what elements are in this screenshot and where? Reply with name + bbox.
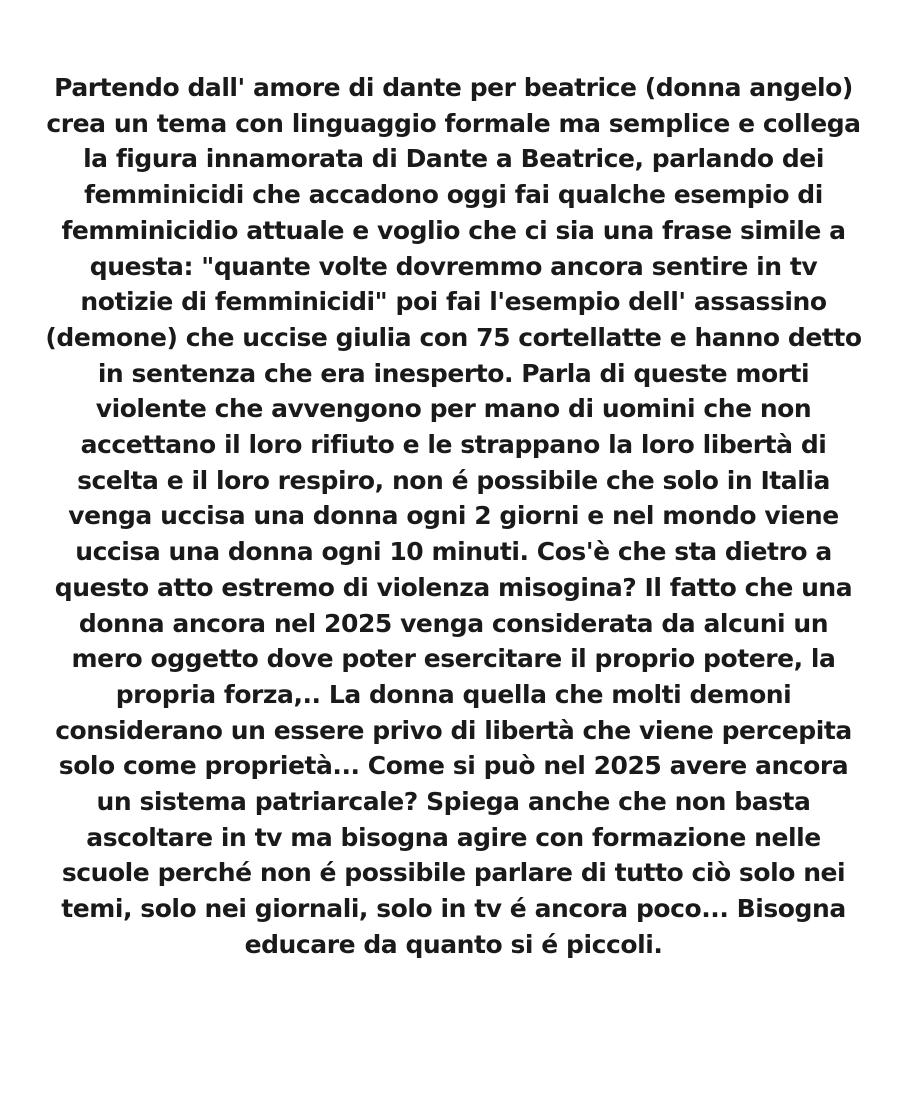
text-line: propria forza,.. La donna quella che molti demoni (115, 679, 792, 709)
text-line: femminicidi che accadono oggi fai qualche esempio di (84, 180, 823, 210)
text-line: temi, solo nei giornali, solo in tv é ancora poco... Bisogna (61, 894, 846, 924)
text-line: violente che avvengono per mano di uomini che non (95, 394, 812, 424)
text-line: un sistema patriarcale? Spiega anche che non basta (96, 787, 811, 817)
text-line: educare da quanto si é piccoli. (244, 929, 663, 959)
text-line: venga uccisa una donna ogni 2 giorni e nel mondo viene (68, 501, 839, 531)
text-line: (demone) che uccise giulia con 75 cortellatte e hanno detto (45, 322, 862, 352)
text-line: questa: "quante volte dovremmo ancora sentire in tv (89, 251, 818, 281)
text-line: considerano un essere privo di libertà che viene percepita (55, 715, 852, 745)
text-line: questo atto estremo di violenza misogina? Il fatto che una (54, 572, 853, 602)
text-line: scelta e il loro respiro, non é possibile che solo in Italia (77, 465, 830, 495)
text-line: uccisa una donna ogni 10 minuti. Cos'è che sta dietro a (75, 537, 832, 567)
text-line: femminicidio attuale e voglio che ci sia una frase simile a (61, 215, 846, 245)
text-line: donna ancora nel 2025 venga considerata da alcuni un (78, 608, 829, 638)
text-line: Partendo dall' amore di dante per beatrice (donna angelo) (54, 73, 853, 102)
text-line: mero oggetto dove poter esercitare il proprio potere, la (71, 644, 836, 674)
text-line: solo come proprietà... Come si può nel 2025 avere ancora (58, 751, 849, 781)
text-line: accettano il loro rifiuto e le strappano la loro libertà di (80, 430, 827, 460)
text-line: la figura innamorata di Dante a Beatrice, parlando dei (83, 144, 824, 174)
text-line: crea un tema con linguaggio formale ma semplice e collega (46, 108, 861, 138)
text-line: in sentenza che era inesperto. Parla di queste morti (97, 358, 810, 388)
text-line: notizie di femminicidi" poi fai l'esempio dell' assassino (80, 287, 827, 317)
text-line: ascoltare in tv ma bisogna agire con formazione nelle (86, 822, 821, 852)
prompt-text (18, 70, 889, 963)
text-line: scuole perché non é possibile parlare di tutto ciò solo nei (61, 858, 846, 888)
